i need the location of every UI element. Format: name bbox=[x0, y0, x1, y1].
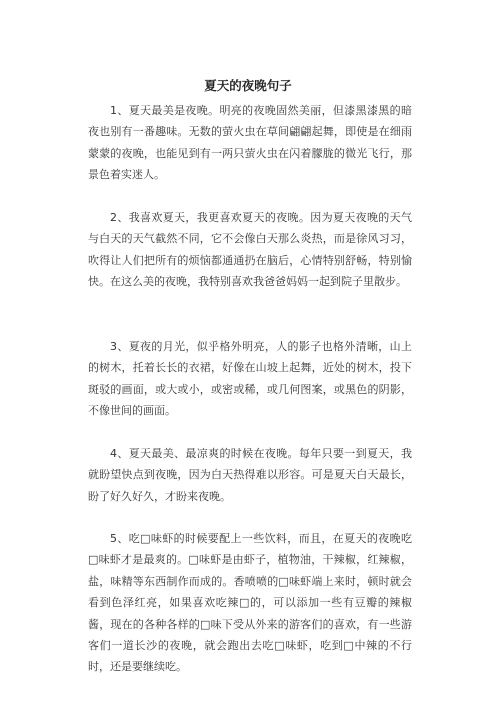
paragraph-1: 1、夏天最美是夜晚。明亮的夜晚固然美丽，但漆黑漆黑的暗夜也别有一番趣味。无数的萤火虫在草间翩翩起舞，即使是在细雨蒙蒙的夜晚，也能见到有一两只萤火虫在闪着朦胧的微光飞行，那景色着实迷人。 bbox=[88, 104, 412, 182]
document-title: 夏天的夜晚句子 bbox=[204, 78, 292, 93]
paragraph-4: 4、夏天最美、最凉爽的时候在夜晚。每年只要一到夏天，我就盼望快点到夜晚，因为白天热得难以形容。可是夏天白天最长，盼了好久好久，才盼来夜晚。 bbox=[88, 447, 412, 503]
paragraph-2: 2、我喜欢夏天，我更喜欢夏天的夜晚。因为夏天夜晚的天气与白天的天气截然不同，它不会像白天那么炎热，而是徐风习习，吹得让人们把所有的烦恼都通通扔在脑后，心情特别舒畅，特别愉快。在这么美的夜晚，我特别喜欢我爸爸妈妈一起到院子里散步。 bbox=[88, 211, 412, 289]
paragraph-5: 5、吃□味虾的时候要配上一些饮料，而且，在夏天的夜晚吃□味虾才是最爽的。□味虾是由虾子，植物油，干辣椒，红辣椒，盐，味精等东西制作而成的。香喷喷的□味虾端上来时，顿时就会看到色泽红亮，如果喜欢吃辣□的，可以添加一些有豆瓣的辣椒酱，现在的各种各样的□味下受从外来的游客们的喜欢，有一些游客们一道长沙的夜晚，就会跑出去吃□味虾，吃到□中辣的不行时，还是要继续吃。 bbox=[88, 532, 412, 674]
paragraph-3: 3、夏夜的月光，似乎格外明亮，人的影子也格外清晰，山上的树木，托着长长的衣裙，好像在山坡上起舞，近处的树木，投下斑驳的画面，或大或小，或密或稀，或几何图案，或黑色的阴影，不像世间的画面。 bbox=[88, 340, 412, 418]
